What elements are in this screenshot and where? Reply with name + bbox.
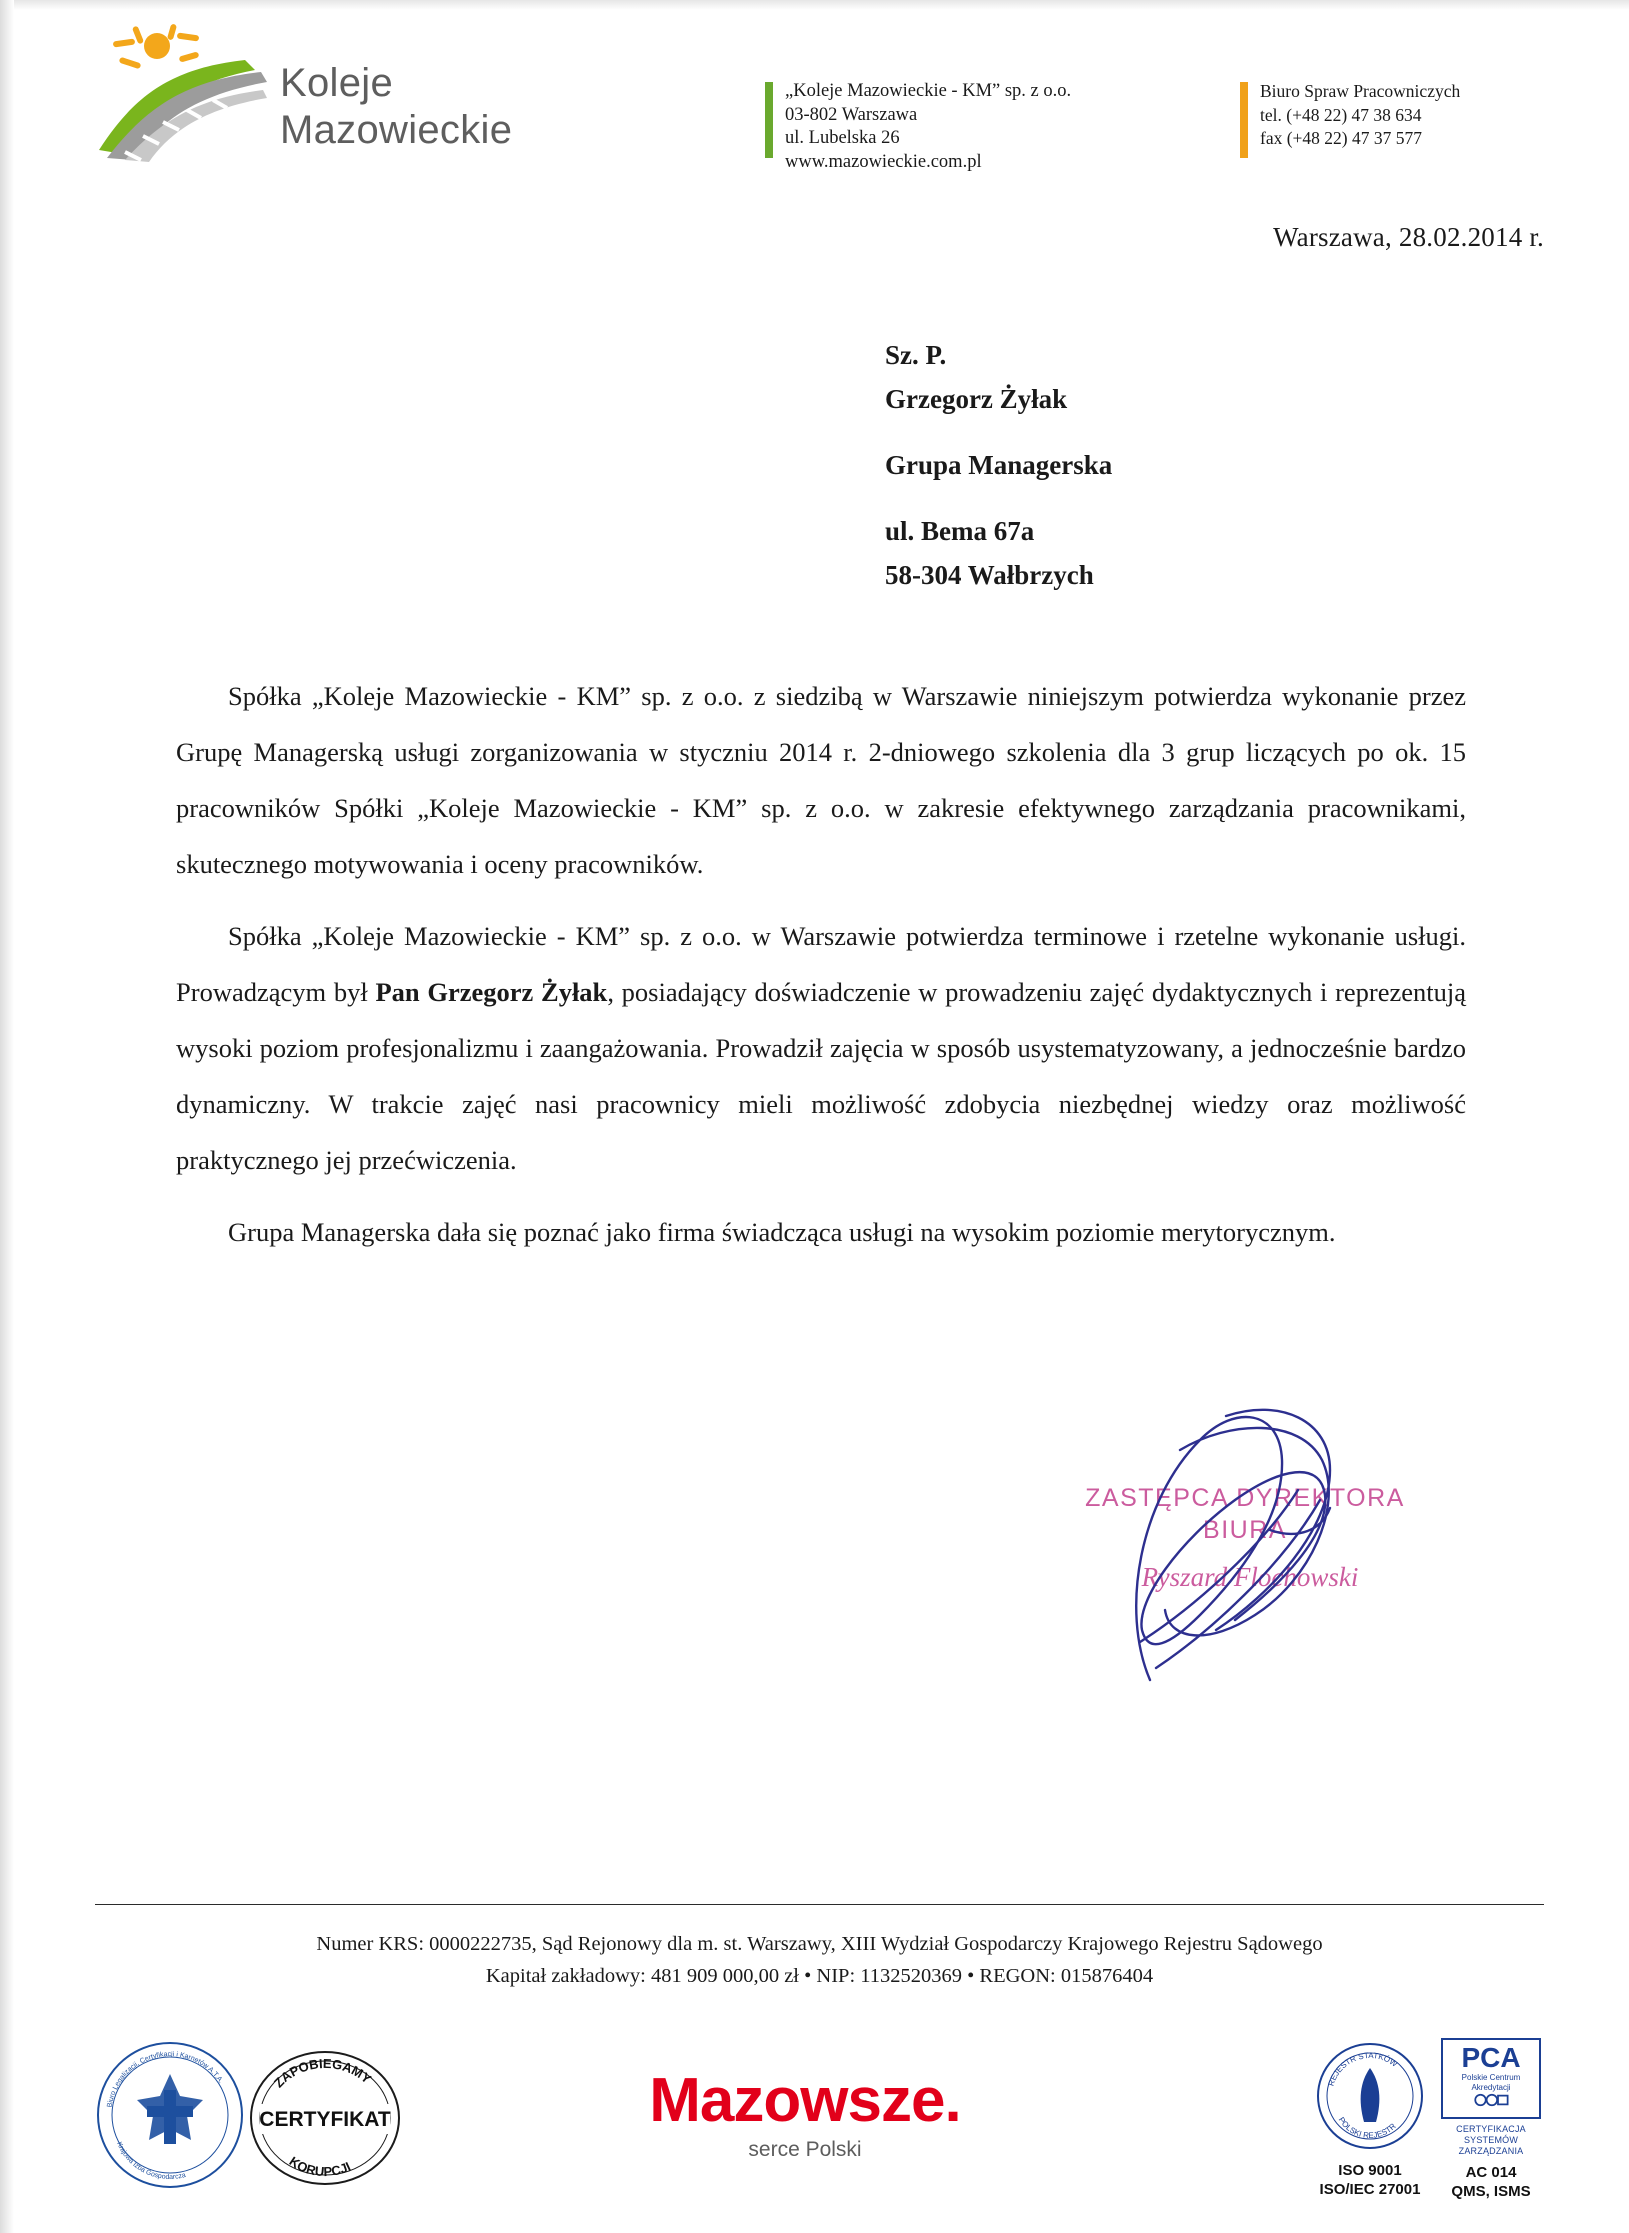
anticorruption-certificate-badge [248,2048,403,2188]
iso-certification-badge [1310,2038,1430,2203]
addressee-city: 58-304 Wałbrzych [885,560,1094,590]
svg-text:ZAPOBIEGAMY: ZAPOBIEGAMY [270,2055,375,2091]
addressee-block [885,333,1112,597]
svg-text:KORUPCJI: KORUPCJI [286,2153,353,2180]
logo-wordmark [280,60,512,154]
signature-stamp [1050,1482,1440,1546]
mazowsze-brand [610,2068,1000,2188]
scan-edge-top [0,0,1629,10]
pca-mid-1: CERTYFIKACJA [1456,2124,1526,2134]
footer-capital-line: Kapitał zakładowy: 481 909 000,00 zł • NIP: 1132520369 • REGON: 015876404 [485,1965,1154,1987]
stamp-line-2: BIURA [1203,1516,1287,1544]
pca-mid-3: ZARZĄDZANIA [1458,2146,1524,2156]
pca-logo-box [1441,2038,1541,2119]
prs-seal-icon [1310,2038,1430,2156]
footer-legal-info [95,1928,1544,1992]
body-paragraph-1: Spółka „Koleje Mazowieckie - KM” sp. z o.o. z siedzibą w Warszawie niniejszym potwierdza wykonanie przez Grupę Managerską usługi zorganizowania w styczniu 2014 r. 2-dniowego szkolenia dla 3 grup liczących po ok. 15 pracowników Spółki „Koleje Mazowieckie - KM” sp. z o.o. w zakresie efektywnego zarządzania pracownikami, skutecznego motywowania i oceny pracowników. [176,681,1466,879]
addressee-company: Grupa Managerska [885,450,1113,480]
svg-text:POLSKI REJESTR: POLSKI REJESTR [1336,2115,1398,2141]
letter-header [95,22,1569,182]
footer-badges [0,2030,1629,2220]
addressee-name: Grzegorz Żyłak [885,384,1068,414]
addressee-street: ul. Bema 67a [885,516,1035,546]
pca-code-2: QMS, ISMS [1451,2183,1531,2200]
orange-accent-bar [1240,82,1248,158]
signatory-name: Ryszard Flochowski [1141,1562,1359,1592]
footer-krs-line: Numer KRS: 0000222735, Sąd Rejonowy dla m. st. Warszawy, XIII Wydział Gospodarczy Krajowego Rejestru Sądowego [316,1933,1323,1955]
footer-divider [95,1904,1544,1905]
koleje-mazowieckie-logo-icon [95,24,270,164]
department-name: Biuro Spraw Pracowniczych [1260,81,1461,101]
green-accent-bar [765,82,773,158]
mazowsze-tagline: serce Polski [748,2138,862,2161]
body-paragraph-2-part1: Spółka „Koleje Mazowieckie - KM” sp. z o.o. w Warszawie potwierdza terminowe i rzetelne wykonanie usługi. Prowadzącym był [176,921,1466,1007]
letter-body [176,668,1466,1268]
pca-accreditation-badge [1435,2038,1547,2203]
header-company-block [785,80,1215,174]
iso-standard-2: ISO/IEC 27001 [1319,2181,1421,2198]
phone-number: tel. (+48 22) 47 38 634 [1260,104,1422,125]
header-contact-block [1260,80,1590,151]
signature-area [1050,1390,1470,1690]
stamp-line-1: ZASTĘPCA DYREKTORA [1085,1484,1405,1512]
iso-standard-1: ISO 9001 [1338,2162,1402,2179]
certyfikat-icon [248,2048,403,2188]
mazowsze-wordmark: Mazowsze. [649,2066,961,2135]
kig-badge [95,2040,245,2190]
body-paragraph-2-part2: , posiadający doświadczenie w prowadzeniu zajęć dydaktycznych i reprezentują wysoki poziom profesjonalizmu i zaangażowania. Prowadził zajęcia w sposób usystematyzowany, a jednocześnie bardzo dynamiczny. W trakcie zajęć nasi pracownicy mieli możliwość zdobycia niezbędnej wiedzy oraz możliwość praktycznego jej przećwiczenia. [176,977,1467,1175]
addressee-salutation: Sz. P. [885,340,947,370]
pca-subtitle: Polskie Centrum Akredytacji [1461,2073,1521,2092]
company-postcode-city: 03-802 Warszawa [785,104,918,125]
body-paragraph-2-highlight: Pan Grzegorz Żyłak [375,977,608,1007]
scan-edge-left [0,0,14,2233]
logo-wordmark-line1: Koleje [280,61,393,105]
svg-text:REJESTR STATKÓW: REJESTR STATKÓW [1326,2050,1400,2088]
company-name: „Koleje Mazowieckie - KM” sp. z o.o. [785,81,1072,101]
certyfikat-word: CERTYFIKAT [259,2108,391,2131]
date-line: Warszawa, 28.02.2014 r. [1273,222,1544,252]
kig-seal-icon [95,2040,245,2190]
company-street: ul. Lubelska 26 [785,128,900,148]
fax-number: fax (+48 22) 47 37 577 [1260,128,1422,148]
company-logo [95,22,575,172]
body-paragraph-3: Grupa Managerska dała się poznać jako firma świadcząca usługi na wysokim poziomie merytorycznym. [228,1217,1336,1247]
pca-code-1: AC 014 [1465,2164,1517,2181]
body-paragraph-2 [176,908,1466,1188]
company-website: www.mazowieckie.com.pl [785,151,982,172]
pca-wordmark: PCA [1461,2042,1521,2073]
svg-text:Krajowa Izba Gospodarcza: Krajowa Izba Gospodarcza [115,2140,187,2182]
pca-mid-2: SYSTEMÓW [1463,2135,1519,2145]
logo-wordmark-line2: Mazowieckie [280,108,513,152]
pca-symbol-icon [1463,2093,1519,2107]
kig-arc-text: Biuro Legalizacji, Certyfikacji i Karnetów A.T.A. [106,2051,225,2108]
